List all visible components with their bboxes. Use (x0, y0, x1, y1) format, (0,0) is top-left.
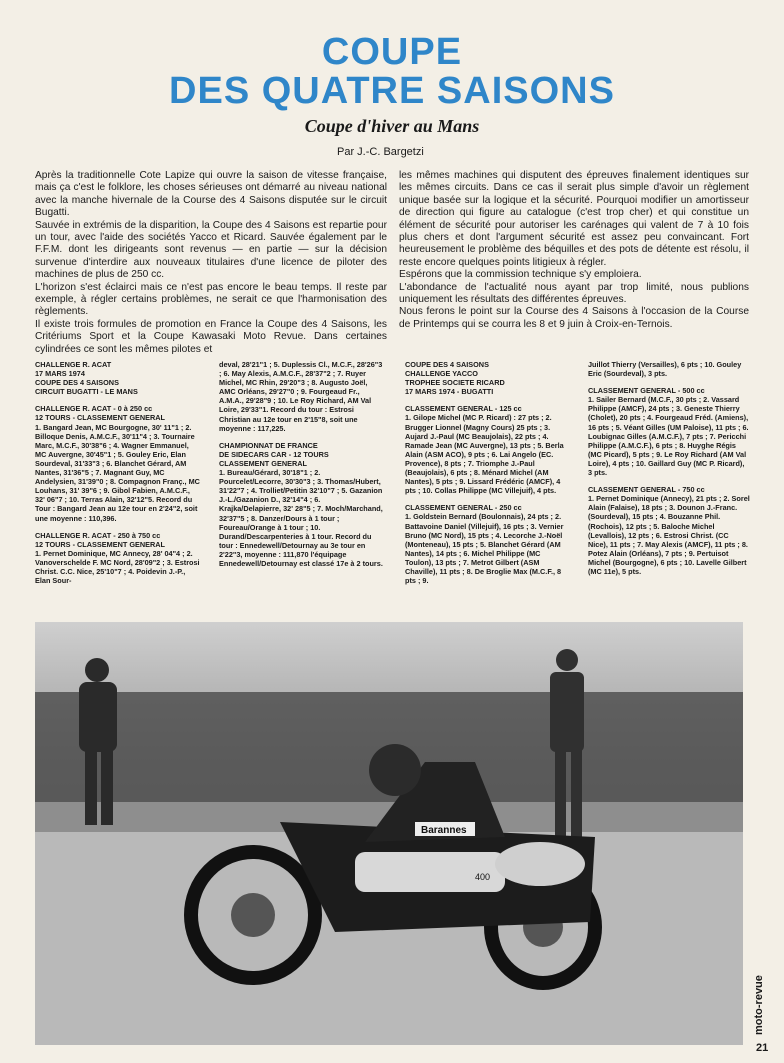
results-column-1 (35, 360, 200, 593)
title-line-1: COUPE (321, 31, 463, 73)
results-heading: CLASSEMENT GENERAL - 750 cc (588, 485, 705, 495)
results-heading: CLASSEMENT GENERAL - 125 cc (405, 404, 522, 414)
results-body: 1. Gilope Michel (MC P. Ricard) : 27 pts ; 2. Brugger Lionnel (Magny Cours) 25 pts ; 3. Aujard J.-Paul (MC Beaujolais), 22 pts ; 4. Ramade Jean (MC Auvergne), 13 pts ; 5. Berla Alain (ASM ACO), 9 pts ; 6. Lai Angelo (EC. Provence), 8 pts ; 7. Triomphe J.-Paul (Beaujolais), 6 pts ; 8. Ménard Michel (AM Nantes), 5 pts ; 9. Lissard Frédéric (AMCF), 4 pts ; 10. Collas Philippe (MC Villejuif), 4 pts. (405, 413, 564, 496)
intro-paragraph: Sauvée in extrémis de la disparition, la Coupe des 4 Saisons est repartie pour un tour, avec l'aide des sociétés Yacco et Ricard. Sauvée également par le F.F.M. dont les dirigeants sont revenus — en partie — sur la décision survenue d'interdire aux nouveaux titulaires d'une licence de piloter des machines de plus de 250 cc. (35, 219, 387, 281)
results-heading: CHAMPIONNAT DE FRANCE DE SIDECARS CAR - 12 TOURS CLASSEMENT GENERAL (219, 440, 329, 468)
intro-paragraph: Après la traditionnelle Cote Lapize qui ouvre la saison de vitesse française, mais ça c'est le folklore, les choses sérieuses ont démarré au niveau national avec la manche hivernale de la Course des 4 Saisons disputée sur le circuit Bugatti. (35, 170, 387, 219)
results-column-4 (588, 360, 750, 584)
results-block (35, 531, 200, 586)
results-body: 1. Goldstein Bernard (Boulonnais), 24 pts ; 2. Battavoine Daniel (Villejuif), 16 pts ; 3. Vernier Bruno (MC Nord), 15 pts ; 4. Lecorche J.-Noël (Monteneau), 15 pts ; 5. Blanchet Gérard (AM Nantes), 14 pts ; 6. Michel Philippe (MC Toulon), 13 pts ; 7. Metrot Gilbert (ASM Chaville), 11 pts ; 8. De Broglie Max (M.C.F., 8 pts ; 9. (405, 512, 564, 586)
results-heading: CHALLENGE R. ACAT - 250 à 750 cc 12 TOURS - CLASSEMENT GENERAL (35, 530, 166, 549)
results-body: 1. Bureau/Gérard, 30'18"1 ; 2. Pourcelet/Lecorre, 30'30"3 ; 3. Thomas/Hubert, 31'22"7 ; 4. Trolliet/Petitin 32'10"7 ; 5. Gazanion J.-L./Gazanion D., 32'14"4 ; 6. Krajka/Delapierre, 32' 28"5 ; 7. Moch/Marchand, 32'37"5 ; 8. Danzer/Dours à 1 tour ; Foureau/Orange à 1 tour ; 10. Durand/Descarpenteries à 1 tour. Record du tour : Ennedewell/Detournay au 3e tour en 2'22"3, moyenne : 111,870 l'équipage Ennedewell/Detournay est classé 17e à 2 tours. (219, 468, 383, 568)
intro-paragraph: les mêmes machines qui disputent des épreuves finalement identiques sur les mêmes circuits. Dans ce cas il serait plus simple d'avoir un règlement unique basée sur la logique et la sécurité. Pourquoi modifier un amortisseur de direction qui figure au catalogue (c'est trop cher) et qui constitue un élément de sécurité pour autoriser les carénages qui valent de 7 à 10 fois plus chers et dont l'argument sécurité est assez peu convaincant. Fort heureusement le problème des béquilles et des pots de détente est résolu, il reste encore quelques points litigieux à régler. (399, 170, 749, 268)
results-block (588, 360, 750, 378)
title-line-2: DES QUATRE SAISONS (169, 70, 615, 112)
results-heading: CLASSEMENT GENERAL - 250 cc (405, 503, 522, 513)
results-column-2 (219, 360, 384, 576)
results-block (405, 404, 570, 495)
fairing-text: Barannes (421, 825, 467, 836)
intro-column-right (399, 170, 749, 331)
results-block (405, 503, 570, 585)
subtitle: Coupe d'hiver au Mans (304, 116, 480, 136)
intro-paragraph: Il existe trois formules de promotion en France la Coupe des 4 Saisons, les Critériums Sport et la Coupe Kawasaki Moto Revue. Dans certaines cylindrées ce sont les mêmes pilotes et (35, 318, 387, 355)
results-block (219, 360, 384, 433)
intro-paragraph: L'abondance de l'actualité nous ayant par trop limité, nous publions uniquement les résultats des différentes épreuves. (399, 281, 749, 306)
results-block (219, 441, 384, 568)
intro-paragraph: Nous ferons le point sur la Course des 4 Saisons à l'occasion de la Course de Printemps qui se courra les 8 et 9 juin à Croix-en-Ternois. (399, 306, 749, 330)
results-block (588, 485, 750, 576)
results-body: 1. Pernet Dominique, MC Annecy, 28' 04"4 ; 2. Vanoverschelde F. MC Nord, 28'09"2 ; 3. Estrosi Christ. C.C. Nice, 25'10"7 ; 4. Poidevin J.-P., Elan Sour- (35, 548, 200, 586)
results-body: 1. Sailer Bernard (M.C.F., 30 pts ; 2. Vassard Philippe (AMCF), 24 pts ; 3. Geneste Thierry (Cholet), 20 pts ; 4. Fourgeaud Fréd. (Amiens), 16 pts ; 5. Véant Gilles (UM Paloise), 11 pts ; 6. Loubignac Gilles (A.M.C.F.), 7 pts ; 7. Pericchi Philippe (A.M.C.F.), 6 pts ; 8. Huyghe Régis (MC Picard), 5 pts ; 9. Le Roy Richard (AM Val Loire), 4 pts ; 10. Gaillard Guy (MC P. Ricard), 3 pts. (588, 395, 749, 478)
race-photo (35, 622, 743, 1045)
intro-column-left (35, 170, 387, 356)
intro-paragraph: L'horizon s'est éclairci mais ce n'est pas encore le beau temps. Il reste par exemple, à régler certains problèmes, ne serait ce que l'harmonisation des règlements. (35, 281, 387, 318)
results-body: Juillot Thierry (Versailles), 6 pts ; 10. Gouley Eric (Sourdeval), 3 pts. (588, 360, 742, 379)
results-heading: CLASSEMENT GENERAL - 500 cc (588, 386, 705, 396)
results-block (35, 360, 200, 396)
intro-paragraph: Espérons que la commission technique s'y emploiera. (399, 269, 642, 281)
results-block (588, 386, 750, 477)
results-body: 1. Pernet Dominique (Annecy), 21 pts ; 2. Sorel Alain (Falaise), 18 pts ; 3. Dounon J.-Franc. (Sourdeval), 15 pts ; 4. Bouzanne Phil. (Rochois), 12 pts ; 5. Baloche Michel (Levallois), 12 pts ; 6. Estrosi Christ. (CC Nice), 11 pts ; 7. May Alexis (AMCF), 11 pts ; 8. Potez Alain (Orléans), 7 pts ; 9. Pertuisot Michel (Bourgogne), 6 pts ; 10. Lavelle Gilbert (MC 11e), 5 pts. (588, 494, 750, 576)
results-block (405, 360, 570, 396)
results-heading: CHALLENGE R. ACAT 17 MARS 1974 COUPE DES 4 SAISONS CIRCUIT BUGATTI - LE MANS (35, 360, 138, 397)
results-body: 1. Bangard Jean, MC Bourgogne, 30' 11"1 ; 2. Billoque Denis, A.M.C.F., 30'11"4 ; 3. Tournaire Marc, M.C.F., 30'38"6 ; 4. Wagner Emmanuel, MC Auvergne, 30'45"1 ; 5. Gouley Eric, Elan Sourdeval, 31'33"3 ; 6. Blanchet Gérard, AM Nantes, 31'36"5 ; 7. Magnant Guy, MC Andelysien, 31'39"0 ; 8. Compagnon Franç., MC Louhans, 31' 39"6 ; 9. Gibol Fabien, A.M.C.F., 32' 06"7 ; 10. Terras Alain, 32'12"5. Record du Tour : Bangard Jean au 12e tour en 2'24"2, soit une moyenne : 110,396. (35, 422, 200, 523)
results-heading: CHALLENGE R. ACAT - 0 à 250 cc 12 TOURS - CLASSEMENT GENERAL (35, 404, 166, 423)
results-block (35, 404, 200, 522)
results-column-3 (405, 360, 570, 593)
byline: Par J.-C. Bargetzi (337, 146, 424, 158)
engine-badge-text: 400 (475, 872, 491, 882)
results-heading: COUPE DES 4 SAISONS CHALLENGE YACCO TROPHEE SOCIETE RICARD 17 MARS 1974 - BUGATTI (405, 360, 505, 397)
magazine-side-label: moto-revue (753, 975, 765, 1035)
results-body: deval, 28'21"1 ; 5. Duplessis Cl., M.C.F., 28'26"3 ; 6. May Alexis, A.M.C.F., 28'37"2 ; 7. Ruyer Michel, MC Rhin, 29'20"3 ; 8. Augusto Joël, AMC Orléans, 29'27"0 ; 9. Fourgeaud Fr., A.M.A., 29'28"9 ; 10. Le Roy Richard, AM Val Loire, 29'33"1. Record du tour : Estrosi Christian au 12e tour en 2'15"8, soit une moyenne : 117,225. (219, 360, 383, 433)
page-number: 21 (756, 1042, 769, 1054)
